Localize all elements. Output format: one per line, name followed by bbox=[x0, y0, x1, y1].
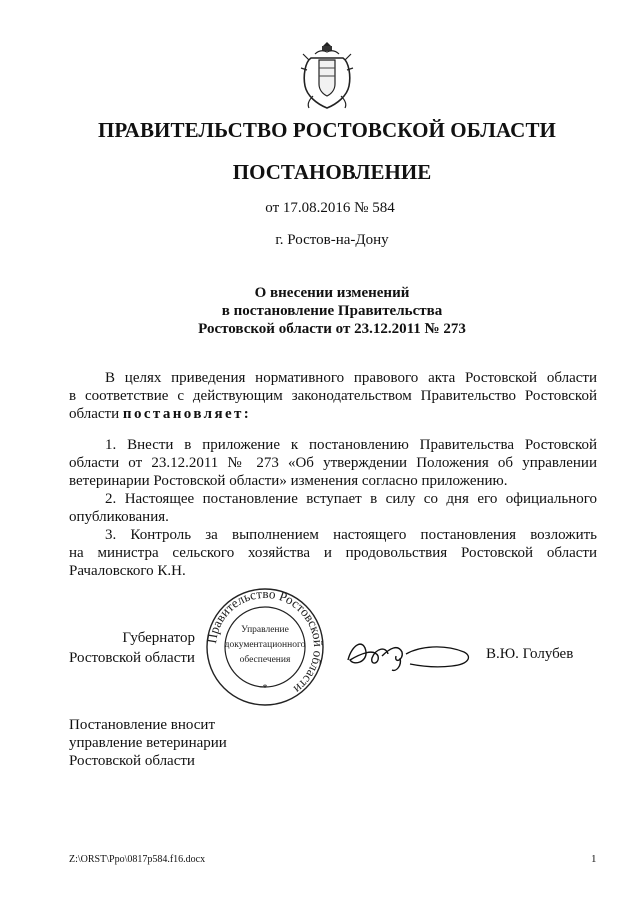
preamble-line-prefix: области bbox=[69, 406, 123, 422]
svg-text:*: * bbox=[262, 683, 268, 694]
preamble-paragraph bbox=[69, 369, 597, 423]
item-3-line: на министра сельского хозяйства и продовольствия Ростовской области bbox=[69, 545, 597, 561]
item-1-line: ветеринарии Ростовской области» изменения согласно приложению. bbox=[69, 473, 508, 489]
preamble-line: в соответствие с действующим законодательством Правительство Ростовской bbox=[69, 388, 597, 404]
signatory-title bbox=[69, 628, 195, 668]
submitted-by-note bbox=[69, 716, 227, 770]
item-1-line: 1. Внести в приложение к постановлению Правительства Ростовской bbox=[105, 437, 597, 453]
item-2-line: опубликования. bbox=[69, 509, 169, 525]
signatory-title-line: Губернатор bbox=[122, 630, 195, 646]
item-2-line: 2. Настоящее постановление вступает в силу со дня его официального bbox=[105, 491, 597, 507]
coat-of-arms-icon bbox=[297, 36, 357, 112]
decree-items bbox=[69, 436, 597, 580]
stamp-inner-line: Управление bbox=[241, 625, 289, 635]
footer-file-path: Z:\ORST\Ppo\0817p584.f16.docx bbox=[69, 854, 206, 865]
document-subject bbox=[0, 284, 640, 338]
subject-line: в постановление Правительства bbox=[221, 303, 443, 319]
signatory-name: В.Ю. Голубев bbox=[486, 646, 574, 662]
organization-title: ПРАВИТЕЛЬСТВО РОСТОВСКОЙ ОБЛАСТИ bbox=[98, 118, 556, 142]
preamble-line bbox=[69, 405, 597, 423]
preamble-line: В целях приведения нормативного правового акта Ростовской области bbox=[105, 370, 597, 386]
document-type: ПОСТАНОВЛЕНИЕ bbox=[232, 160, 432, 184]
subject-line: Ростовской области от 23.12.2011 № 273 bbox=[198, 321, 466, 337]
official-stamp bbox=[200, 588, 330, 706]
page-number: 1 bbox=[591, 853, 597, 865]
item-3-line: 3. Контроль за выполнением настоящего постановления возложить bbox=[105, 527, 597, 543]
document-city: г. Ростов-на-Дону bbox=[275, 232, 389, 248]
item-1-line: области от 23.12.2011 № 273 «Об утверждении Положения об управлении bbox=[69, 455, 597, 471]
submitted-by-line: управление ветеринарии bbox=[69, 735, 227, 751]
stamp-inner-line: обеспечения bbox=[239, 655, 291, 665]
subject-line: О внесении изменений bbox=[254, 285, 410, 301]
item-3-line: Рачаловского К.Н. bbox=[69, 563, 186, 579]
document-date-number: от 17.08.2016 № 584 bbox=[265, 200, 395, 216]
signatory-title-line: Ростовской области bbox=[69, 650, 195, 666]
stamp-outer-text: Правительство Ростовской области bbox=[204, 588, 327, 697]
submitted-by-line: Постановление вносит bbox=[69, 717, 216, 733]
decree-word: постановляет: bbox=[122, 406, 252, 422]
handwritten-signature bbox=[340, 630, 480, 674]
stamp-inner-line: документационного bbox=[224, 640, 306, 650]
submitted-by-line: Ростовской области bbox=[69, 753, 195, 769]
